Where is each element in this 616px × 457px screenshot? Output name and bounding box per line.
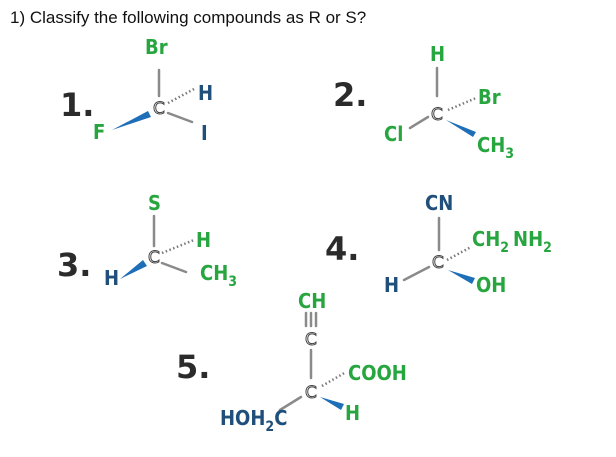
compound-3 — [57, 191, 237, 290]
compound-4-dash-mid: NH — [513, 227, 544, 251]
compound-2-wedge-subscript: 3 — [505, 146, 515, 162]
compound-2-wedge-text: CH — [477, 133, 506, 157]
compound-4-carbon: C — [432, 253, 444, 273]
compound-1 — [60, 35, 213, 145]
compound-1-wedge-bond — [112, 111, 151, 130]
compound-4-number: 4. — [325, 230, 360, 268]
compound-3-top-label: S — [148, 191, 161, 215]
compound-2 — [333, 42, 514, 162]
compound-2-dash-label: Br — [478, 85, 501, 109]
compound-2-wedge-label — [477, 133, 514, 162]
compound-1-dashed-bond — [168, 88, 196, 103]
compound-5-wedge-bond — [320, 397, 344, 410]
compound-1-bond-right — [168, 113, 192, 122]
compound-4-bond-left — [404, 267, 429, 280]
compound-3-carbon: C — [148, 248, 160, 268]
compound-5-dashed-bond — [322, 372, 346, 386]
compound-4-wedge-label: OH — [476, 273, 507, 297]
compound-5-top-label: CH — [298, 289, 327, 313]
compound-4-dash-label — [472, 227, 552, 256]
compound-5 — [176, 289, 407, 435]
compound-3-plain-text: CH — [200, 261, 229, 285]
compound-1-wedge-label: F — [93, 120, 106, 144]
compound-2-bond-left — [410, 117, 428, 128]
compound-1-carbon: C — [153, 99, 165, 119]
compound-2-dashed-bond — [448, 98, 476, 110]
compound-4-wedge-bond — [448, 270, 475, 284]
compound-5-left-end: C — [274, 406, 288, 430]
compound-4-dash-subscript-2: 2 — [543, 240, 552, 256]
compound-5-top-carbon: C — [305, 330, 317, 350]
compound-1-top-label: Br — [145, 35, 168, 59]
compound-4-left-label: H — [384, 273, 400, 297]
compound-3-wedge-bond — [120, 260, 147, 279]
compound-5-number: 5. — [176, 348, 211, 386]
compound-2-carbon: C — [431, 105, 443, 125]
compound-3-wedge-label: H — [104, 266, 120, 290]
compound-5-left-text: HOH — [220, 406, 266, 430]
compound-3-dash-label: H — [196, 228, 212, 252]
compound-1-dash-label: H — [198, 81, 214, 105]
compound-4-dash-subscript-1: 2 — [500, 240, 510, 256]
compound-2-top-label: H — [430, 42, 446, 66]
compound-3-dashed-bond — [162, 240, 194, 253]
compound-5-dash-label: COOH — [348, 361, 407, 385]
compound-3-plain-label — [200, 261, 237, 290]
compound-4-dashed-bond — [447, 247, 471, 260]
compound-3-bond-right — [162, 263, 186, 272]
compound-5-carbon: C — [305, 383, 317, 403]
compound-4 — [325, 191, 552, 297]
question-text: 1) Classify the following compounds as R or S? — [10, 8, 367, 27]
compound-5-left-subscript: 2 — [265, 419, 275, 435]
compound-2-left-label: Cl — [384, 122, 404, 146]
compound-5-wedge-label: H — [345, 401, 361, 425]
compound-1-number: 1. — [60, 86, 95, 124]
compound-1-plain-label: I — [201, 121, 208, 145]
compound-2-number: 2. — [333, 76, 368, 114]
compound-4-dash-text: CH — [472, 227, 501, 251]
compound-3-plain-subscript: 3 — [228, 274, 238, 290]
compound-2-wedge-bond — [446, 120, 476, 137]
compound-5-left-label — [220, 406, 287, 435]
compound-3-number: 3. — [57, 246, 92, 284]
compound-4-top-label: CN — [425, 191, 454, 215]
